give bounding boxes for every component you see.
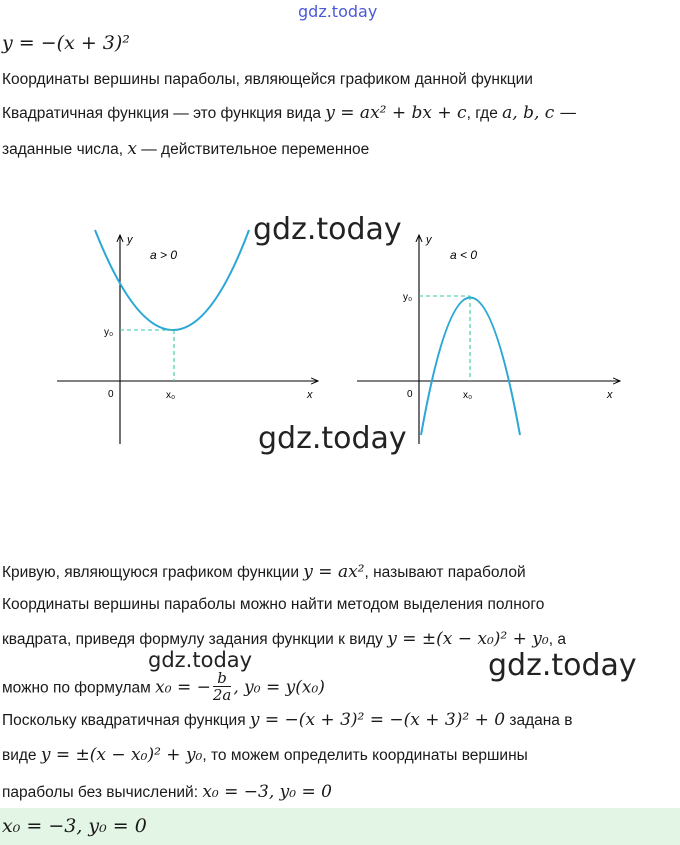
origin-label: 0 [407,389,413,400]
formula: y = ±(x − x₀)² + y₀ [40,745,203,765]
formula: , y₀ = y(x₀) [233,677,325,698]
condition-label: a > 0 [150,248,178,262]
condition-label: a < 0 [450,248,478,262]
watermark-top: gdz.today [298,2,378,21]
text: квадрата, приведя формулу задания функции к виду [2,631,388,648]
watermark-graph-top: gdz.today [253,212,402,247]
parabola-up [95,230,249,330]
formula: y = ax² [303,562,365,582]
text: , а [548,631,566,648]
text: Квадратичная функция — это функция вида [2,105,326,122]
text-line-7 [2,669,325,705]
answer-box [0,808,680,845]
formula: x₀ = − [155,677,211,698]
text: можно по формулам [2,679,156,697]
y-label: y [127,234,133,246]
text: , то можем определить координаты вершины [202,747,528,764]
watermark-right: gdz.today [488,648,637,683]
watermark-graph-bottom: gdz.today [258,421,407,456]
text-line-10 [2,782,332,802]
text: — действительное переменное [136,141,370,158]
fraction [213,670,232,703]
x0-label: x₀ [166,390,176,401]
formula: y = −(x + 3)² = −(x + 3)² + 0 [249,710,506,730]
fraction-numerator: b [213,670,232,687]
formula-top: y = −(x + 3)² [2,32,130,54]
y0-label: y₀ [104,327,114,338]
graph-left [57,230,318,444]
formula: y = ±(x − x₀)² + y₀ [387,629,549,649]
text-line-6 [2,629,566,649]
formula: a, b, c — [502,103,577,123]
text: Кривую, являющуюся графиком функции [2,564,304,581]
text: виде [2,747,41,764]
x-label: x [607,389,613,401]
x0-label: x₀ [463,390,473,401]
text: , называют параболой [364,564,526,581]
origin-label: 0 [108,389,114,400]
formula: x₀ = −3, y₀ = 0 [202,782,332,802]
text-line-4 [2,562,526,582]
text: , где [466,105,503,122]
text-line-5: Координаты вершины параболы можно найти методом выделения полного [2,596,545,613]
watermark-formula: gdz.today [148,648,253,672]
formula: y = ax² + bx + c [325,103,467,123]
text-line-9 [2,745,528,765]
text-line-8 [2,710,572,730]
text: задана в [505,712,573,729]
text: Поскольку квадратичная функция [2,712,250,729]
fraction-denominator: 2a [212,686,232,704]
text-line-1: Координаты вершины параболы, являющейся графиком данной функции [2,71,533,88]
text: параболы без вычислений: [2,784,203,801]
y-label: y [426,234,432,246]
graph-right [357,234,620,444]
x-label: x [307,389,313,401]
text: заданные числа, [2,141,128,158]
y0-label: y₀ [403,292,413,303]
formula: x [127,139,137,159]
answer-formula: x₀ = −3, y₀ = 0 [2,815,147,837]
